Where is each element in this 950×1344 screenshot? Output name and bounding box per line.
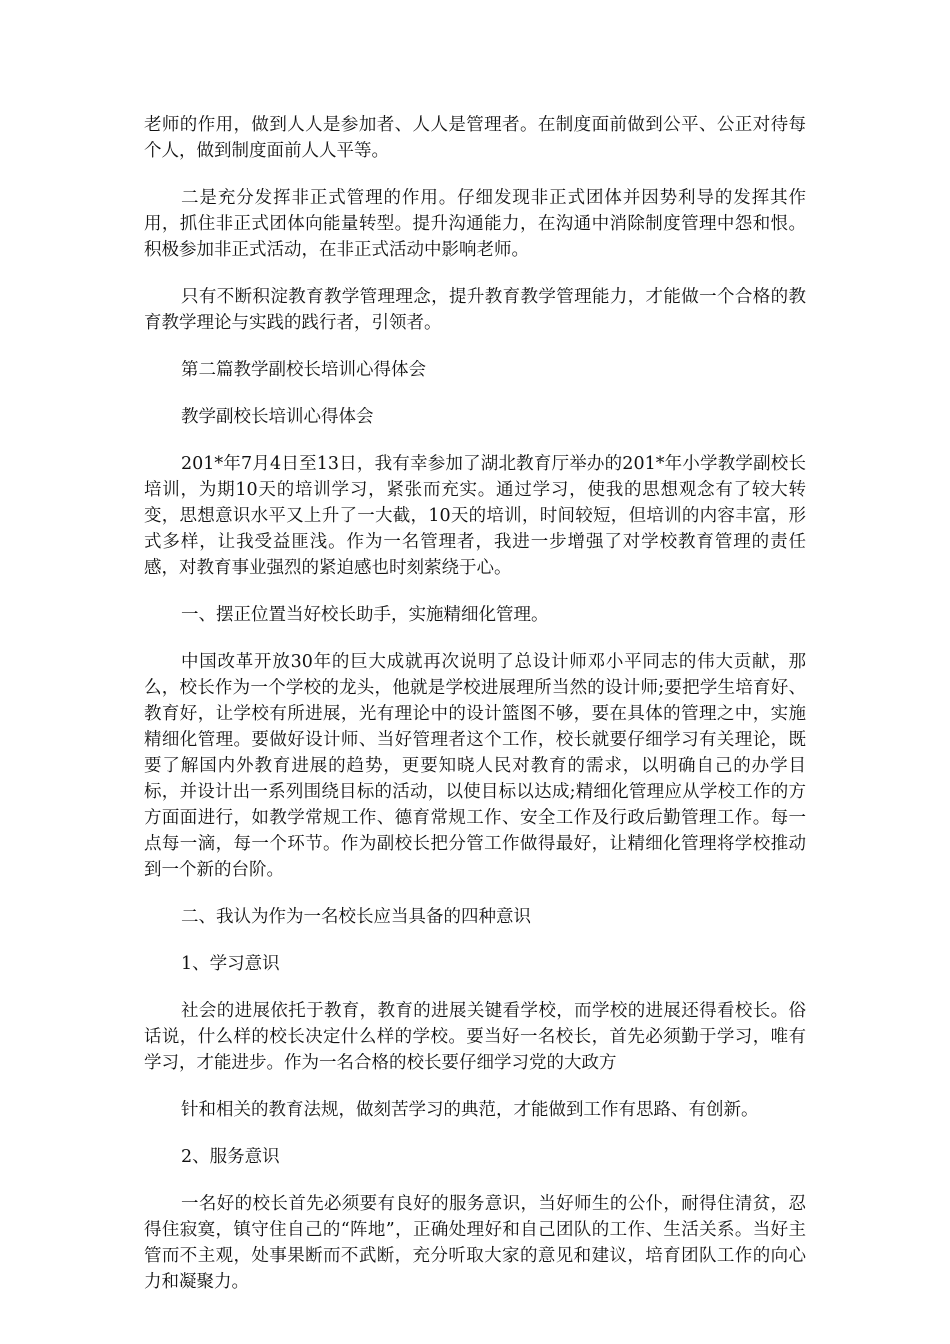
paragraph: 社会的进展依托于教育，教育的进展关键看学校，而学校的进展还得看校长。俗话说，什么样的校长决定什么样的学校。要当好一名校长，首先必须勤于学习，唯有学习，才能进步。作为一名合格的校长要仔细学习党的大政方 — [144, 1001, 806, 1073]
heading-one: 一、摆正位置当好校长助手，实施精细化管理。 — [181, 605, 549, 625]
paragraph: 一名好的校长首先必须要有良好的服务意识，当好师生的公仆，耐得住清贫，忍得住寂寞，镇守住自己的“阵地”，正确处理好和自己团队的工作、生活关系。当好主管而不主观，处事果断而不武断，充分听取大家的意见和建议，培育团队工作的向心力和凝聚力。 — [144, 1194, 806, 1292]
paragraph: 中国改革开放30年的巨大成就再次说明了总设计师邓小平同志的伟大贡献，那么，校长作为一个学校的龙头，他就是学校进展理所当然的设计师;要把学生培育好、教育好，让学校有所进展，光有理论中的设计篮图不够，要在具体的管理之中，实施精细化管理。要做好设计师、当好管理者这个工作，校长就要仔细学习有关理论，既要了解国内外教育进展的趋势，更要知晓人民对教育的需求，以明确自己的办学目标，并设计出一系列围绕目标的活动，以使目标以达成;精细化管理应从学校工作的方方面面进行，如教学常规工作、德育常规工作、安全工作及行政后勤管理工作。每一点每一滴，每一个环节。作为副校长把分管工作做得最好，让精细化管理将学校推动到一个新的台阶。 — [144, 652, 806, 880]
subheading-service: 2、服务意识 — [181, 1147, 280, 1167]
paragraph: 针和相关的教育法规，做刻苦学习的典范，才能做到工作有思路、有创新。 — [181, 1100, 759, 1120]
section-title: 第二篇教学副校长培训心得体会 — [181, 360, 426, 380]
heading-two: 二、我认为作为一名校长应当具备的四种意识 — [181, 907, 531, 927]
article-title: 教学副校长培训心得体会 — [181, 407, 374, 427]
subheading-learning: 1、学习意识 — [181, 954, 280, 974]
paragraph: 二是充分发挥非正式管理的作用。仔细发现非正式团体并因势利导的发挥其作用，抓住非正式团体向能量转型。提升沟通能力，在沟通中消除制度管理中怨和恨。积极参加非正式活动，在非正式活动中影响老师。 — [144, 188, 806, 260]
paragraph-continuation: 老师的作用，做到人人是参加者、人人是管理者。在制度面前做到公平、公正对待每个人，做到制度面前人人平等。 — [144, 115, 806, 161]
document-body — [144, 112, 806, 1316]
paragraph: 只有不断积淀教育教学管理理念，提升教育教学管理能力，才能做一个合格的教育教学理论与实践的践行者，引领者。 — [144, 287, 806, 333]
paragraph: 201*年7月4日至13日，我有幸参加了湖北教育厅举办的201*年小学教学副校长培训，为期10天的培训学习，紧张而充实。通过学习，使我的思想观念有了较大转变，思想意识水平又上升了一大截，10天的培训，时间较短，但培训的内容丰富，形式多样，让我受益匪浅。作为一名管理者，我进一步增强了对学校教育管理的责任感，对教育事业强烈的紧迫感也时刻萦绕于心。 — [144, 454, 806, 578]
